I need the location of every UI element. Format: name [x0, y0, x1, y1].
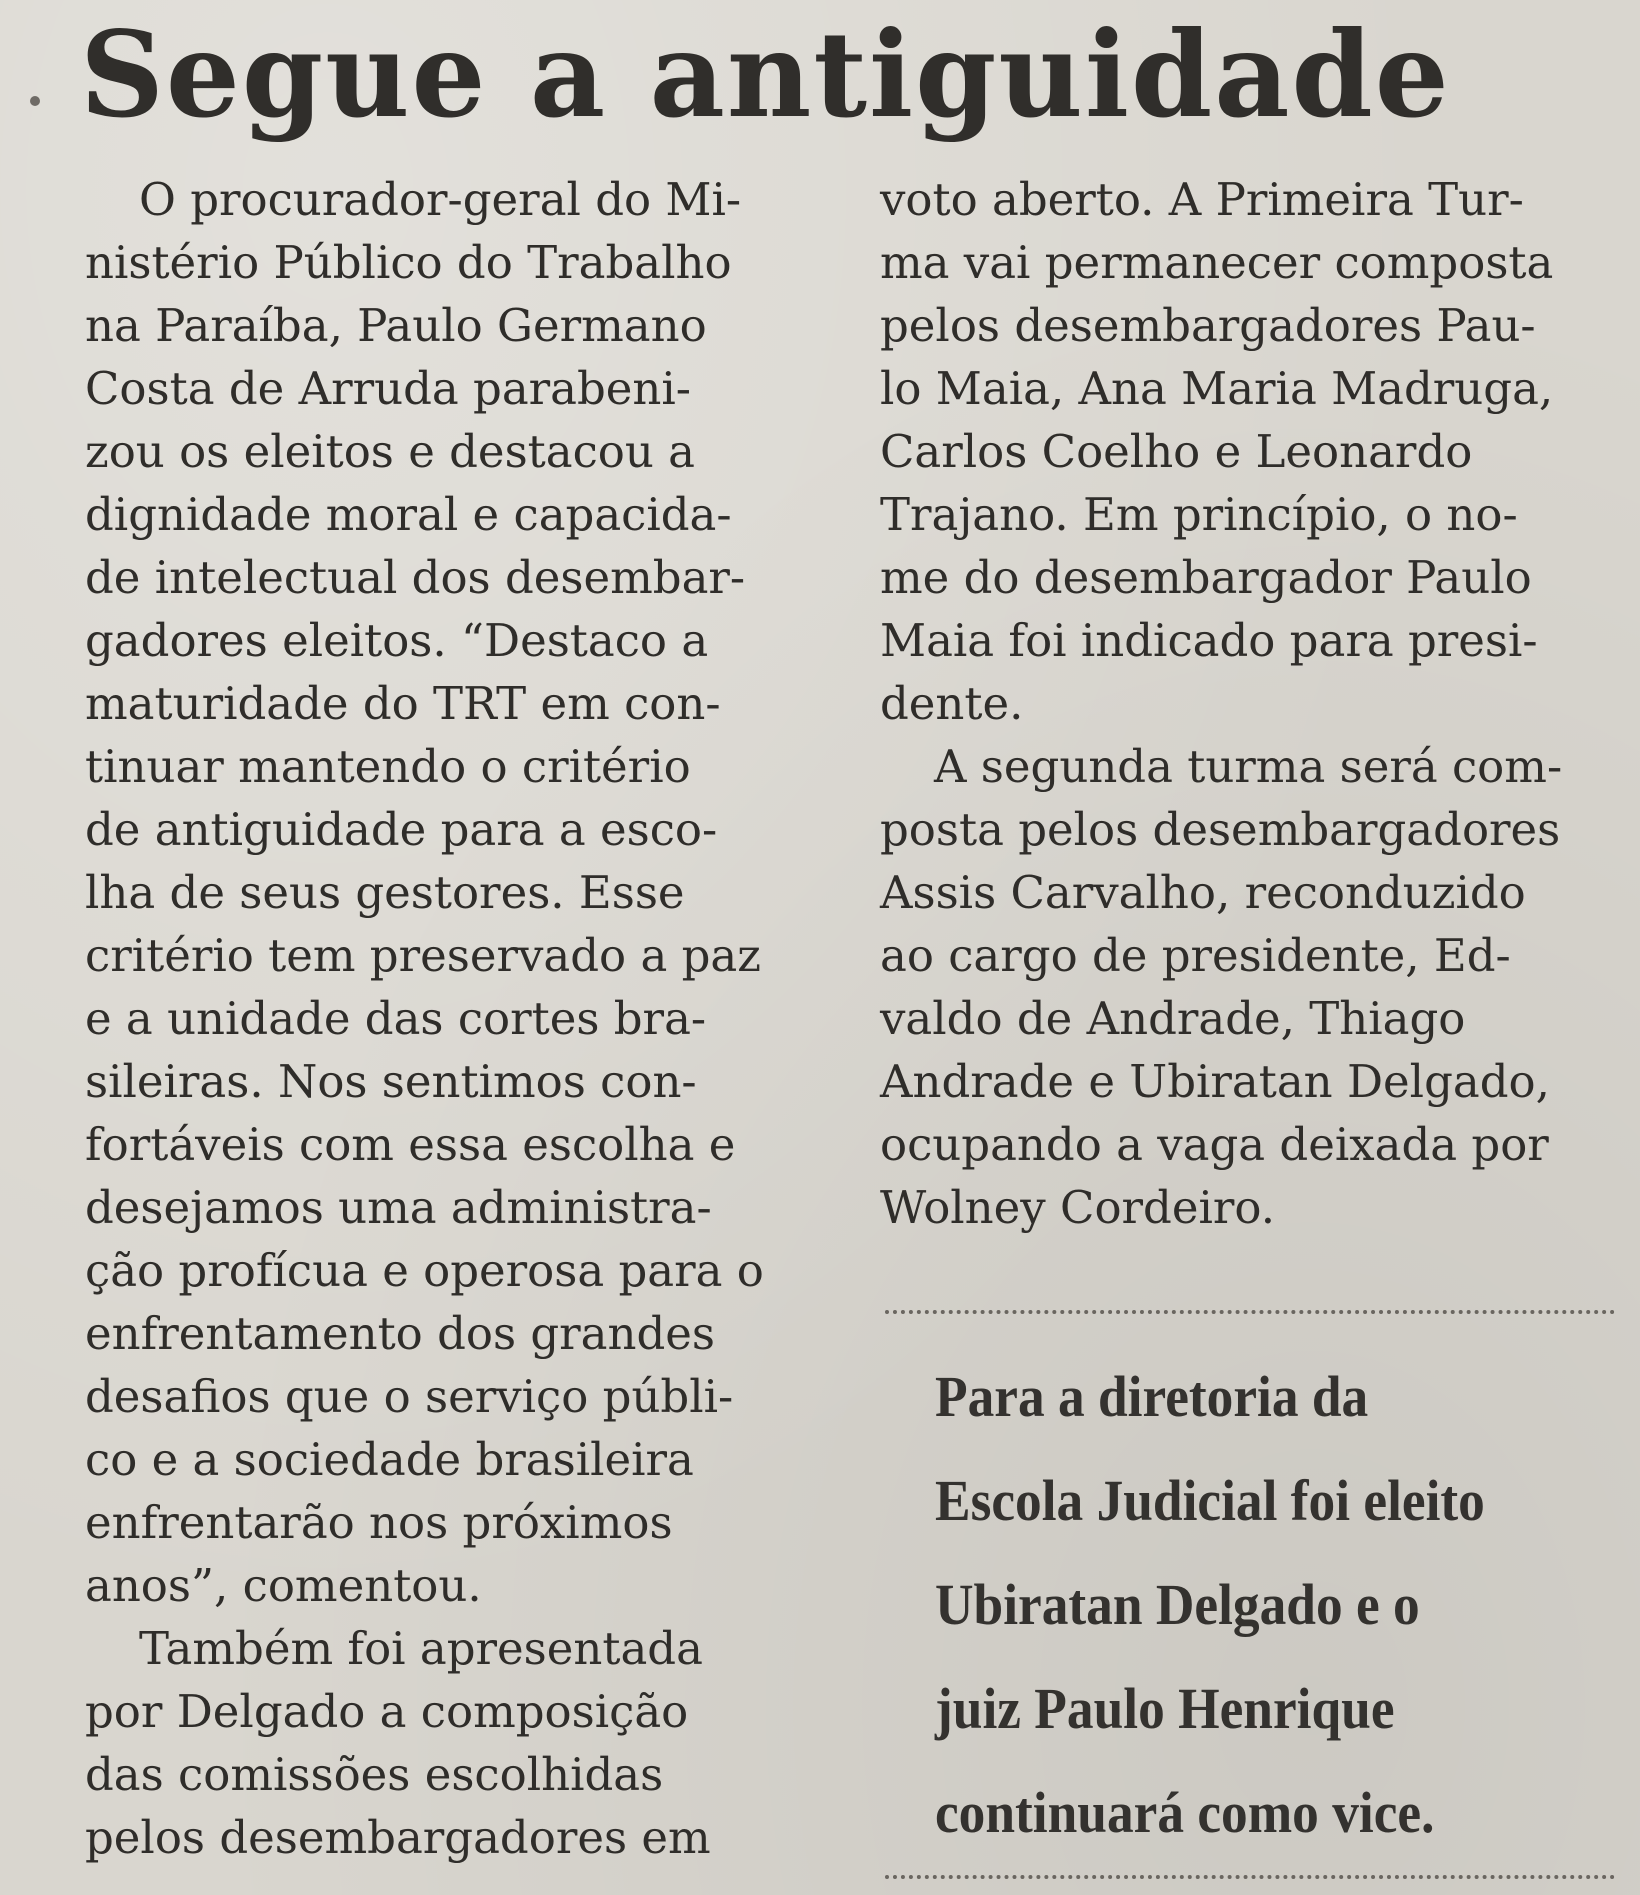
- dotted-divider-bottom: [885, 1875, 1615, 1879]
- dotted-divider-top: [885, 1310, 1615, 1314]
- left-paragraph-1: O procurador-geral do Mi- nistério Público do Trabalho na Paraíba, Paulo Germano Costa de Arruda parabeni- zou os eleitos e destacou a dignidade moral e capacida- de intelectual dos desembar- gadores eleitos. “Destaco a maturidade do TRT em con- tinuar mantendo o critério de antiguidade para a esco- lha de seus gestores. Esse critério tem preservado a paz e a unidade das cortes bra- sileiras. Nos sentimos con- fortáveis com essa escolha e desejamos uma administra- ção profícua e operosa para o enfrentamento dos grandes desafios que o serviço públi- co e a sociedade brasileira enfrentarão nos próximos anos”, comentou.: [85, 173, 764, 1612]
- article-headline: Segue a antiguidade: [80, 5, 1451, 144]
- left-column: [85, 168, 805, 1869]
- right-paragraph-1: voto aberto. A Primeira Tur- ma vai permanecer composta pelos desembargadores Pau- lo Maia, Ana Maria Madruga, Carlos Coelho e Leonardo Trajano. Em princípio, o no- me do desembargador Paulo Maia foi indicado para presi- dente.: [880, 173, 1554, 730]
- right-paragraph-2: A segunda turma será com- posta pelos desembargadores Assis Carvalho, reconduzido ao cargo de presidente, Ed- valdo de Andrade, Thiago Andrade e Ubiratan Delgado, ocupando a vaga deixada por Wolney Cordeiro.: [880, 740, 1563, 1234]
- highlight-box-text: Para a diretoria da Escola Judicial foi eleito Ubiratan Delgado e o juiz Paulo Henrique continuará como vice.: [935, 1364, 1485, 1845]
- left-paragraph-2: Também foi apresentada por Delgado a composição das comissões escolhidas pelos desembargadores em: [85, 1622, 711, 1864]
- right-column: [880, 168, 1610, 1239]
- paper-mark: [30, 96, 40, 106]
